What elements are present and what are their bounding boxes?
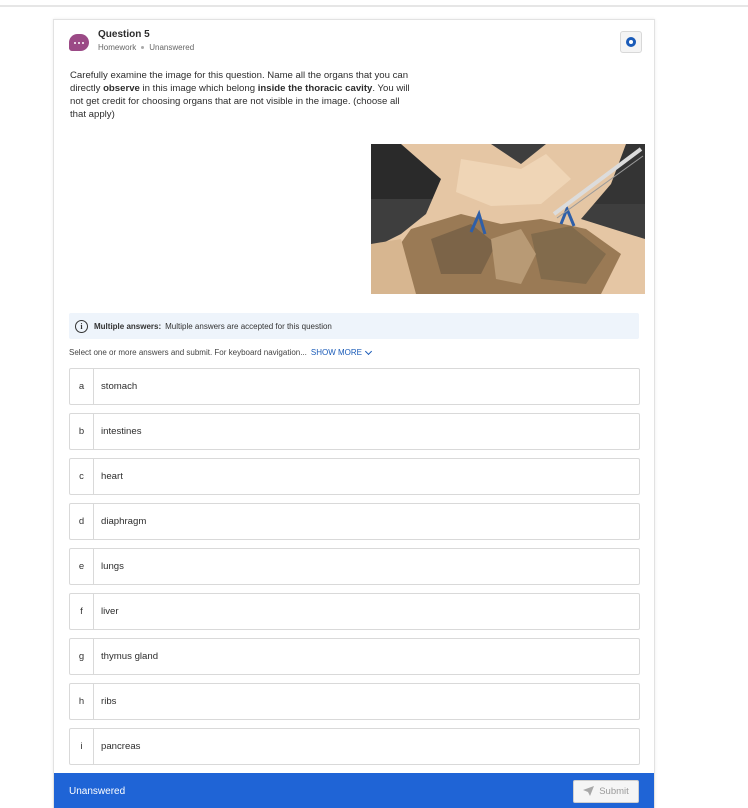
footer-status: Unanswered xyxy=(69,785,126,797)
option-letter: b xyxy=(70,414,94,449)
option-b[interactable] xyxy=(69,413,640,450)
send-icon xyxy=(583,786,594,796)
option-letter: h xyxy=(70,684,94,719)
option-letter: f xyxy=(70,594,94,629)
option-letter: g xyxy=(70,639,94,674)
question-type: Homework xyxy=(98,43,137,52)
instructions-text: Select one or more answers and submit. For keyboard navigation... xyxy=(69,348,307,357)
info-icon: i xyxy=(75,320,88,333)
option-label: diaphragm xyxy=(101,516,147,527)
info-text: Multiple answers are accepted for this question xyxy=(165,321,332,331)
question-chat-icon xyxy=(69,34,89,51)
question-card xyxy=(53,19,655,808)
submit-label: Submit xyxy=(599,785,629,797)
chevron-down-icon xyxy=(365,347,372,354)
option-h[interactable] xyxy=(69,683,640,720)
show-more-link[interactable] xyxy=(311,348,371,357)
question-footer xyxy=(54,773,654,808)
option-a[interactable] xyxy=(69,368,640,405)
option-c[interactable] xyxy=(69,458,640,495)
option-label: stomach xyxy=(101,381,138,392)
dissection-photo xyxy=(371,144,645,294)
option-d[interactable] xyxy=(69,503,640,540)
prompt-text-3: . You will not get credit for choosing organs that are not visible in the image. (choose all that apply) xyxy=(70,83,410,120)
question-prompt xyxy=(70,69,410,121)
option-label: liver xyxy=(101,606,119,617)
prompt-bold-1: observe xyxy=(103,83,140,94)
submit-button[interactable] xyxy=(573,780,639,803)
meta-separator xyxy=(141,46,144,49)
record-icon xyxy=(626,37,636,47)
option-letter: i xyxy=(70,729,94,764)
question-title: Question 5 xyxy=(98,29,150,40)
instructions xyxy=(69,348,371,357)
prompt-text-1: Carefully examine the image for this question. Name all the organs that you can directly xyxy=(70,70,409,94)
question-status: Unanswered xyxy=(149,43,195,52)
option-label: thymus gland xyxy=(101,651,159,662)
answer-options xyxy=(69,368,640,773)
option-label: pancreas xyxy=(101,741,141,752)
prompt-text-2: in this image which belong xyxy=(139,83,258,94)
option-label: lungs xyxy=(101,561,124,572)
option-e[interactable] xyxy=(69,548,640,585)
option-f[interactable] xyxy=(69,593,640,630)
multiple-answers-info xyxy=(69,313,639,339)
info-label: Multiple answers: xyxy=(94,321,162,331)
option-label: intestines xyxy=(101,426,142,437)
option-letter: c xyxy=(70,459,94,494)
expand-button[interactable] xyxy=(620,31,642,53)
option-letter: e xyxy=(70,549,94,584)
option-label: ribs xyxy=(101,696,117,707)
option-letter: a xyxy=(70,369,94,404)
question-meta xyxy=(98,43,194,52)
option-letter: d xyxy=(70,504,94,539)
option-label: heart xyxy=(101,471,123,482)
prompt-bold-2: inside the thoracic cavity xyxy=(257,83,373,94)
option-g[interactable] xyxy=(69,638,640,675)
option-i[interactable] xyxy=(69,728,640,765)
show-more-label: SHOW MORE xyxy=(310,348,363,357)
top-divider xyxy=(0,5,748,7)
